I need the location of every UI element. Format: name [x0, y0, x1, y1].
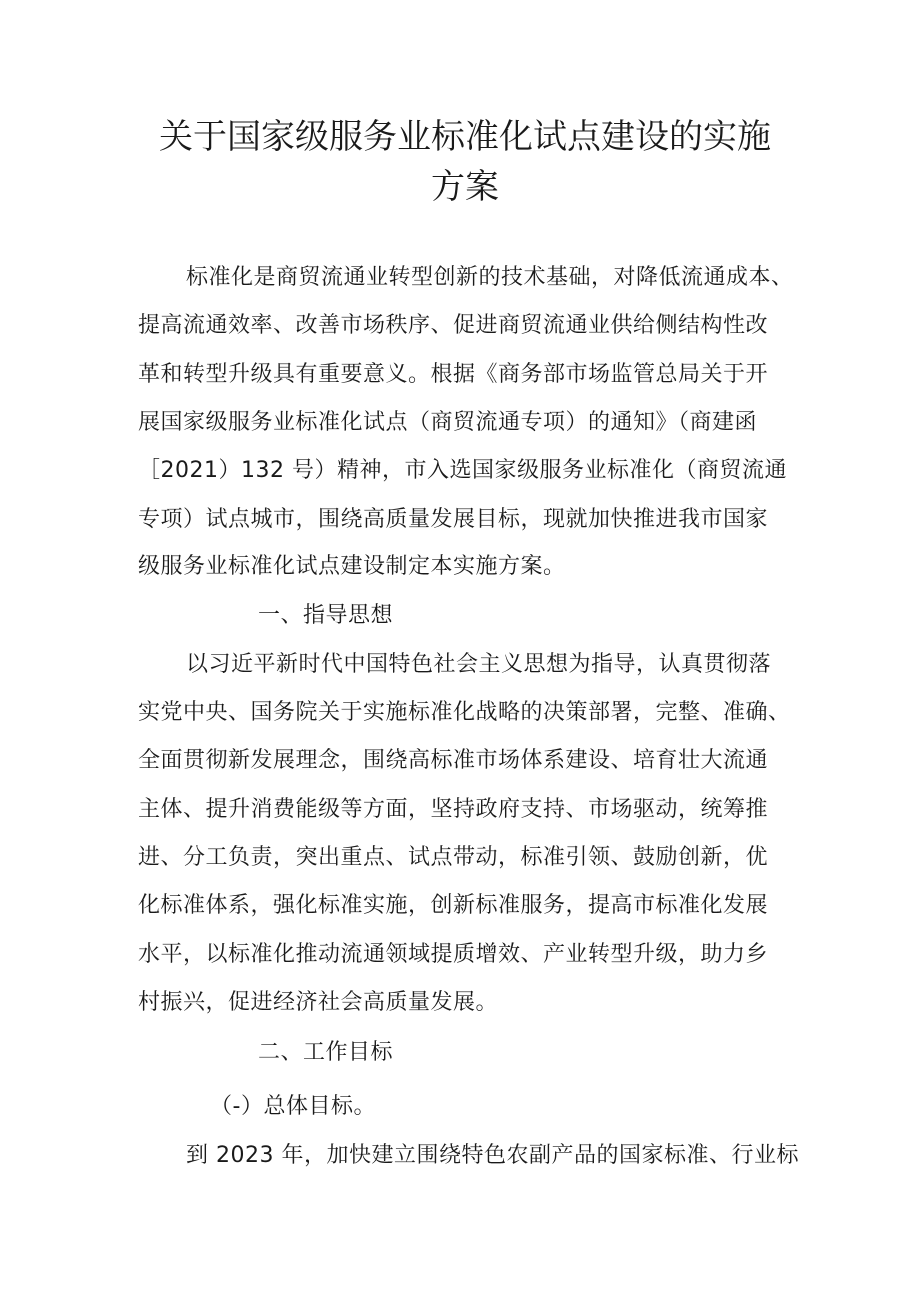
intro-paragraph-line: 标准化是商贸流通业转型创新的技术基础，对降低流通成本、 — [186, 265, 794, 290]
section-heading-guiding-ideology: 一、指导思想 — [258, 603, 394, 628]
document-title-line-1: 关于国家级服务业标准化试点建设的实施 — [159, 117, 771, 157]
intro-paragraph-line: 专项）试点城市，围绕高质量发展目标，现就加快推进我市国家 — [138, 507, 769, 532]
section-1-paragraph-line: 村振兴，促进经济社会高质量发展。 — [138, 990, 499, 1015]
section-heading-work-goals: 二、工作目标 — [258, 1040, 394, 1065]
document-title-line-2: 方案 — [431, 167, 499, 207]
intro-paragraph-line: ［2021）132 号）精神，市入选国家级服务业标准化（商贸流通 — [138, 458, 787, 483]
intro-paragraph-line: 级服务业标准化试点建设制定本实施方案。 — [138, 554, 566, 579]
section-1-paragraph-line: 进、分工负责，突出重点、试点带动，标准引领、鼓励创新，优 — [138, 845, 769, 870]
intro-paragraph-line: 展国家级服务业标准化试点（商贸流通专项）的通知》（商建函 — [138, 410, 758, 435]
section-2-paragraph-line: 到 2023 年，加快建立围绕特色农副产品的国家标准、行业标 — [186, 1143, 799, 1168]
intro-paragraph-line: 提高流通效率、改善市场秩序、促进商贸流通业供给侧结构性改 — [138, 313, 769, 338]
section-1-paragraph-line: 以习近平新时代中国特色社会主义思想为指导，认真贯彻落 — [186, 652, 772, 677]
intro-paragraph-line: 革和转型升级具有重要意义。根据《商务部市场监管总局关于开 — [138, 362, 769, 387]
section-1-paragraph-line: 全面贯彻新发展理念，围绕高标准市场体系建设、培育壮大流通 — [138, 748, 769, 773]
section-1-paragraph-line: 水平，以标准化推动流通领域提质增效、产业转型升级，助力乡 — [138, 942, 769, 967]
section-1-paragraph-line: 化标准体系，强化标准实施，创新标准服务，提高市标准化发展 — [138, 893, 769, 918]
section-1-paragraph-line: 主体、提升消费能级等方面，坚持政府支持、市场驱动，统筹推 — [138, 797, 769, 822]
section-1-paragraph-line: 实党中央、国务院关于实施标准化战略的决策部署，完整、准确、 — [138, 700, 791, 725]
subsection-heading-overall-goals: （-）总体目标。 — [210, 1094, 376, 1119]
